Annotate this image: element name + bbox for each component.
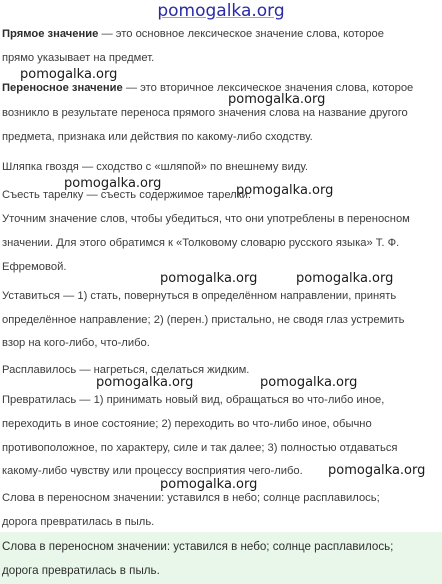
watermark-text: pomogalka.org: [160, 271, 258, 286]
text-line: Ефремовой.: [2, 261, 67, 273]
text-line: Расплавилось — нагреться, сделаться жидким.: [2, 364, 250, 376]
text-line: Съесть тарелку — съесть содержимое тарелки.: [2, 189, 251, 201]
term-figurative-meaning: Переносное значение: [2, 82, 123, 94]
answer-line: Слова в переносном значении: уставился в небо; солнце расплавилось;: [2, 540, 394, 553]
watermark-text: pomogalka.org: [228, 92, 326, 107]
text-line: предмета, признака или действия по какому-либо сходству.: [2, 131, 313, 143]
text-line: Уставиться — 1) стать, повернуться в определённом направлении, принять: [2, 290, 397, 302]
text-line: какому-либо чувству или процессу восприятия чего-либо.: [2, 465, 303, 477]
answer-line: дорога превратилась в пыль.: [2, 564, 160, 577]
watermark-text: pomogalka.org: [64, 176, 162, 191]
answer-box: [0, 532, 442, 584]
text-line: определённое направление; 2) (перен.) пристально, не сводя глаз устремить: [2, 314, 405, 326]
watermark-text: pomogalka.org: [260, 375, 358, 390]
text-line: возникло в результате переноса прямого значения слова на название другого: [2, 107, 408, 119]
text-line: [2, 22, 438, 46]
text-line: Шляпка гвоздя — сходство с «шляпой» по внешнему виду.: [2, 161, 308, 173]
watermark-text: pomogalka.org: [20, 67, 118, 82]
watermark-text: pomogalka.org: [96, 375, 194, 390]
term-direct-meaning: Прямое значение: [2, 28, 99, 40]
watermark-text: pomogalka.org: [296, 271, 394, 286]
watermark-text: pomogalka.org: [236, 183, 334, 198]
text-line: значении. Для этого обратимся к «Толковому словарю русского языка» Т. Ф.: [2, 237, 400, 249]
text-line: переходить в иное состояние; 2) переходить во что-либо иное, обычно: [2, 418, 372, 430]
text-line: Превратилась — 1) принимать новый вид, обращаться во что-либо иное,: [2, 394, 385, 406]
text-line: взор на кого-либо, что-либо.: [2, 337, 150, 349]
text-line: прямо указывает на предмет.: [2, 52, 155, 64]
text-line: дорога превратилась в пыль.: [2, 516, 155, 528]
definition-text: — это основное лексическое значение слова, которое: [98, 28, 385, 40]
watermark-text: pomogalka.org: [160, 477, 258, 492]
text-line: Слова в переносном значении: уставился в небо; солнце расплавилось;: [2, 492, 380, 504]
header-watermark: pomogalka.org: [157, 1, 285, 21]
text-line: противоположное, по характеру, силе и так далее; 3) полностью отдаваться: [2, 442, 398, 454]
text-line: Уточним значение слов, чтобы убедиться, что они употреблены в переносном: [2, 213, 410, 225]
watermark-text: pomogalka.org: [328, 463, 426, 478]
definition-text: — это вторичное лексическое значения слова, которое: [122, 82, 414, 94]
